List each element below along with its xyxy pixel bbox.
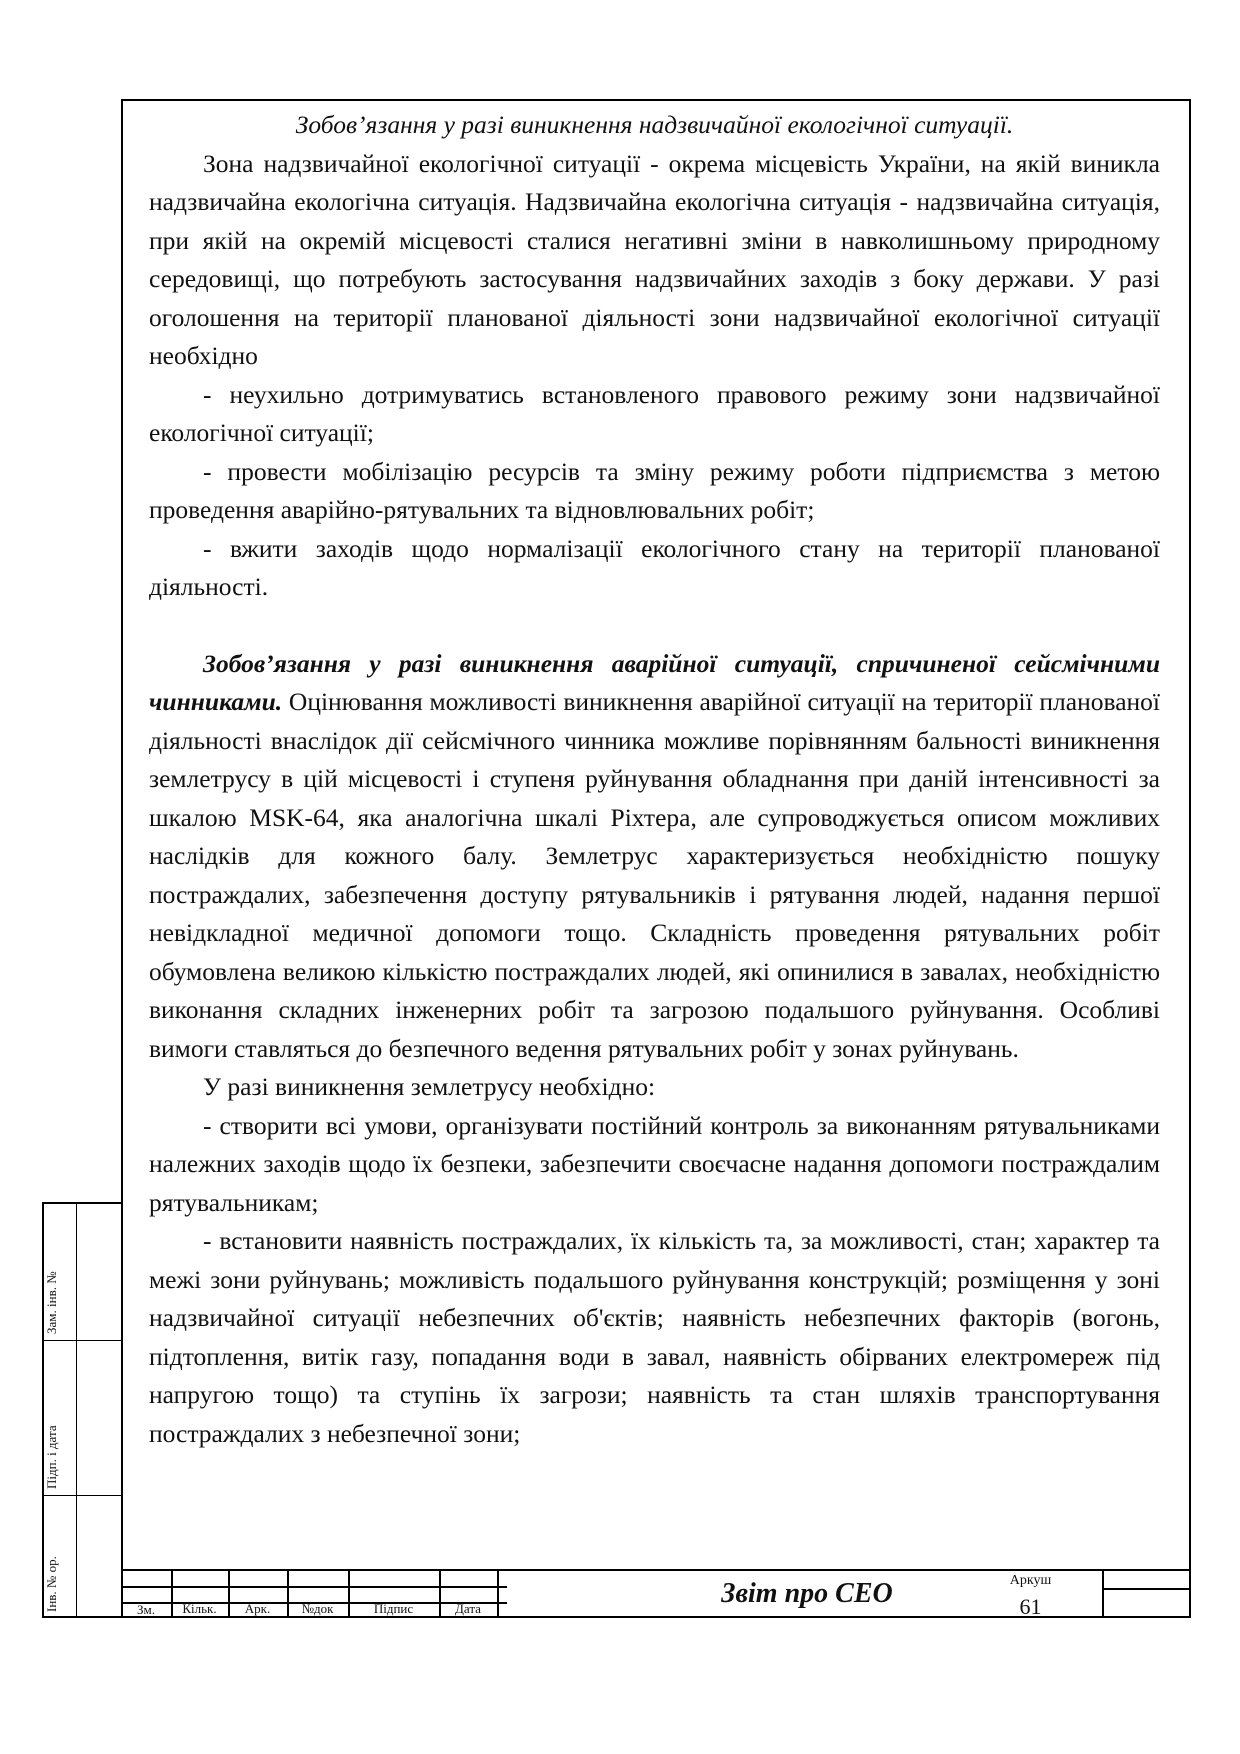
col-label: Арк. <box>244 1601 271 1616</box>
paragraph: У разі виникнення землетрусу необхідно: <box>203 1072 656 1101</box>
document-body <box>149 106 1160 1453</box>
col-label: №док <box>301 1601 334 1616</box>
sheet-number: 61 <box>1019 1594 1042 1619</box>
col-label: Дата <box>455 1601 481 1616</box>
list-item: - встановити наявність постраждалих, їх кількість та, за можливості, стан; характер та межі зони руйнувань; можливість подальшого руйнування конструкцій; розміщення у зоні надзвичайної ситуації небезпечних об'єктів; наявність небезпечних факторів (вогонь, підтоплення, витік газу, попадання води в завал, наявність обірваних електромереж під напругою тощо) та ступінь їх загрози; наявність та стан шляхів транспортування постраждалих з небезпечної зони; <box>149 1226 1160 1448</box>
section-heading: Зобов’язання у разі виникнення надзвичайної екологічної ситуації. <box>295 110 1014 139</box>
stamp-label: Підп. і дата <box>44 1425 59 1489</box>
col-label: Підпис <box>373 1601 414 1616</box>
list-item: - вжити заходів щодо нормалізації екологічного стану на території планованої діяльності. <box>149 533 1160 601</box>
paragraph <box>149 645 1160 1069</box>
list-item: - провести мобілізацію ресурсів та зміну режиму роботи підприємства з метою проведення аварійно-рятувальних та відновлювальних робіт; <box>149 456 1160 524</box>
list-item: - неухильно дотримуватись встановленого правового режиму зони надзвичайної екологічної ситуації; <box>149 379 1160 447</box>
paragraph-text: Оцінювання можливості виникнення аварійної ситуації на території планованої діяльності внаслідок дії сейсмічного чинника можливе порівнянням бальності виникнення землетрусу в цій місцевості і ступеня руйнування обладнання при даній інтенсивності за шкалою MSK-64, яка аналогічна шкалі Ріхтера, але супроводжується описом можливих наслідків для кожного балу. Землетрус характеризується необхідністю пошуку постраждалих, забезпечення доступу рятувальників і рятування людей, надання першої невідкладної медичної допомоги тощо. Складність проведення рятувальних робіт обумовлена великою кількістю постраждалих людей, які опинилися в завалах, необхідністю виконання складних інженерних робіт та загрозою подальшого руйнування. Особливі вимоги ставляться до безпечного ведення рятувальних робіт у зонах руйнувань. <box>149 687 1160 1063</box>
side-stamp <box>42 1202 121 1618</box>
sheet-label: Аркуш <box>1009 1573 1052 1588</box>
stamp-label: Інв. № ор. <box>44 1556 59 1612</box>
stamp-label: Зам. інв. № <box>44 1271 59 1334</box>
col-label: Зм. <box>137 1602 155 1617</box>
paragraph: Зона надзвичайної екологічної ситуації - окрема місцевість України, на якій виникла надзвичайна екологічна ситуація. Надзвичайна екологічна ситуація - надзвичайна ситуація, при якій на окремій місцевості сталися негативні зміни в навколишньому природному середовищі, що потребують застосування надзвичайних заходів з боку держави. У разі оголошення на території планованої діяльності зони надзвичайної екологічної ситуації необхідно <box>149 148 1160 370</box>
section-heading: Зобов’язання у разі виникнення аварійної ситуації, спричиненої сейсмічними чинниками. <box>149 648 1160 716</box>
list-item: - створити всі умови, організувати постійний контроль за виконанням рятувальниками належних заходів щодо їх безпеки, забезпечити своєчасне надання допомоги постраждалим рятувальникам; <box>149 1110 1160 1217</box>
stamp-cell-pidp <box>44 1341 121 1496</box>
stamp-cell-zam-inv <box>44 1204 121 1341</box>
document-title: Звіт про СЕО <box>721 1577 893 1609</box>
col-label: Кільк. <box>182 1601 217 1616</box>
stamp-cell-inv-or <box>44 1496 121 1618</box>
